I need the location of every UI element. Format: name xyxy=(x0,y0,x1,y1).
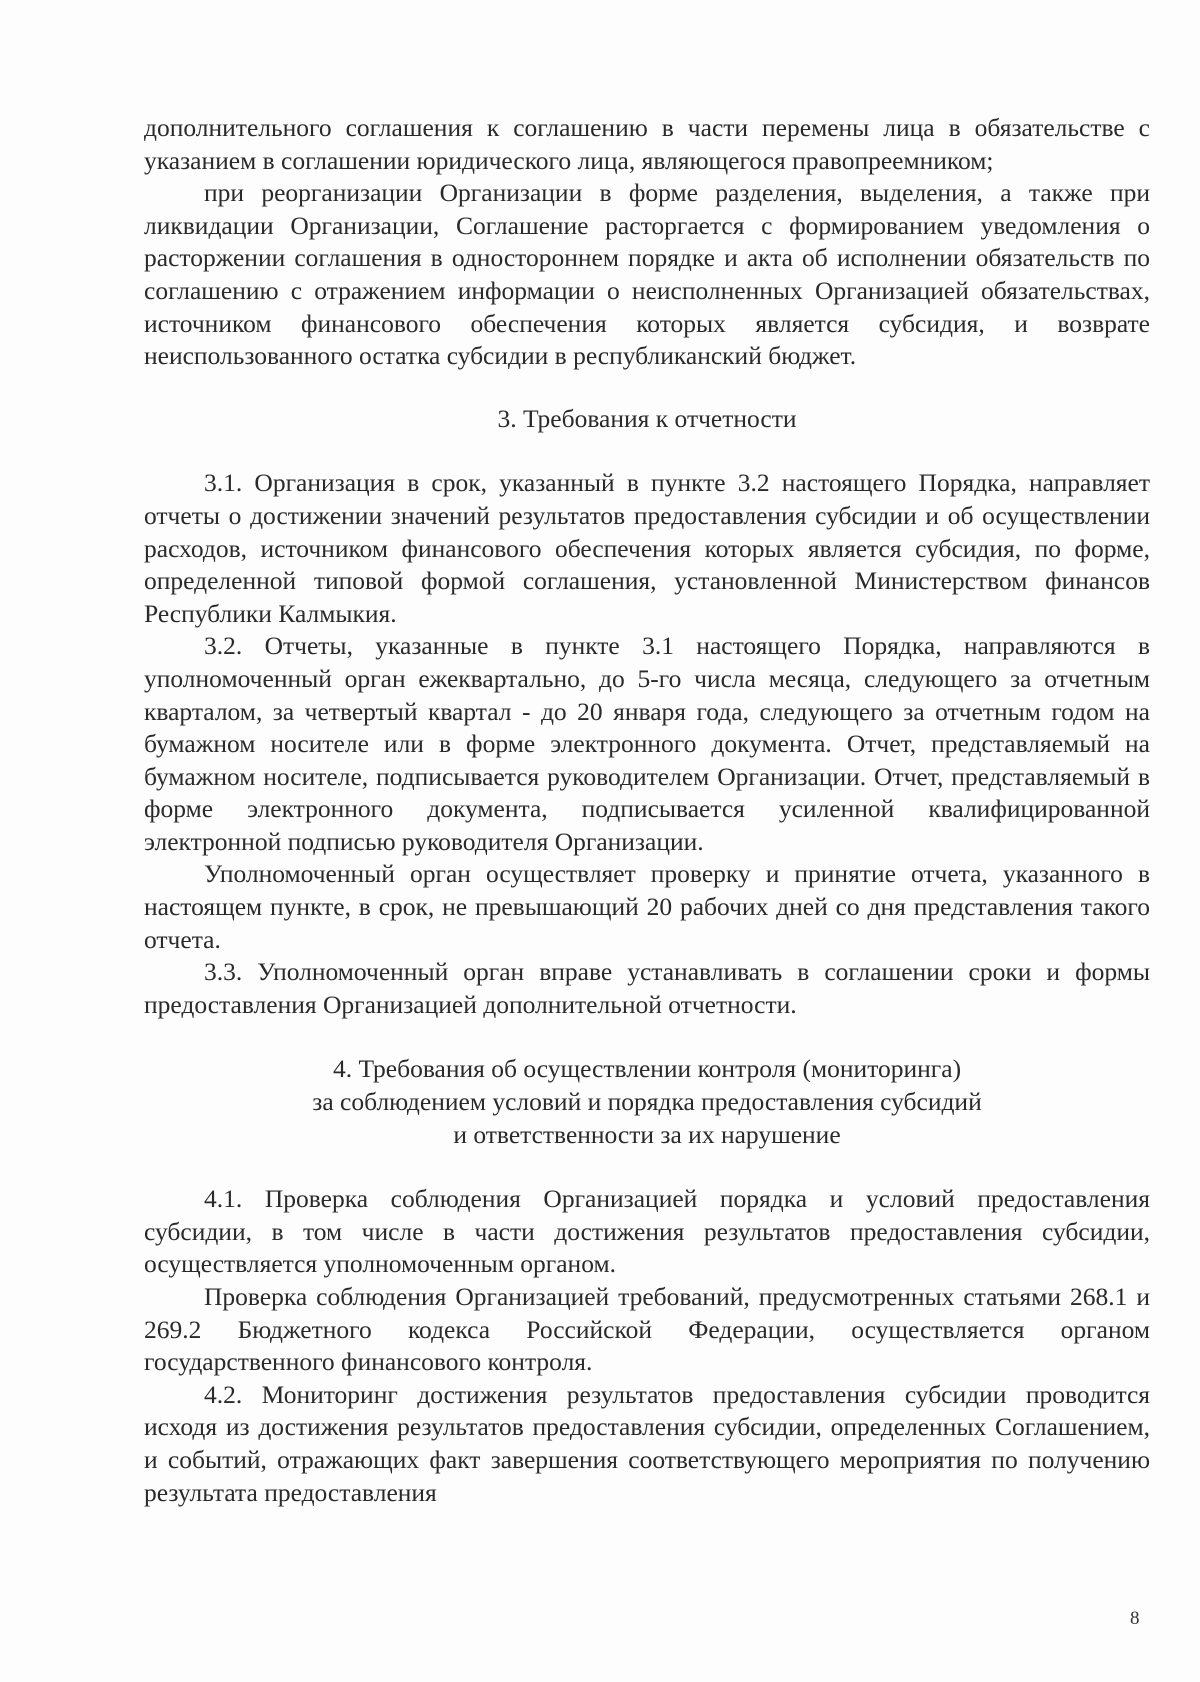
document-body xyxy=(144,112,1150,1509)
section-4-heading-line-2: за соблюдением условий и порядка предоставления субсидий xyxy=(312,1087,982,1117)
paragraph-agreement-continuation: дополнительного соглашения к соглашению в части перемены лица в обязательстве с указанием в соглашении юридического лица, являющегося правопреемником; xyxy=(144,113,1150,175)
section-4-heading-line-3: и ответственности за их нарушение xyxy=(453,1119,841,1149)
page-number: 8 xyxy=(1130,1608,1140,1629)
paragraph-3-3: 3.3. Уполномоченный орган вправе устанавливать в соглашении сроки и формы предоставления Организацией дополнительной отчетности. xyxy=(144,957,1150,1019)
section-4-heading xyxy=(144,1053,1150,1151)
paragraph-3-2: 3.2. Отчеты, указанные в пункте 3.1 настоящего Порядка, направляются в уполномоченный орган ежеквартально, до 5-го числа месяца, следующего за отчетным кварталом, за четвертый квартал - до 20 января года, следующего за отчетным годом на бумажном носителе или в форме электронного документа. Отчет, представляемый на бумажном носителе, подписывается руководителем Организации. Отчет, представляемый в форме электронного документа, подписывается усиленной квалифицированной электронной подписью руководителя Организации. xyxy=(144,631,1150,856)
paragraph-4-1: 4.1. Проверка соблюдения Организацией порядка и условий предоставления субсидии, в том числе в части достижения результатов предоставления субсидии, осуществляется уполномоченным органом. xyxy=(144,1184,1150,1279)
paragraph-4-1-control: Проверка соблюдения Организацией требований, предусмотренных статьями 268.1 и 269.2 Бюджетного кодекса Российской Федерации, осуществляется органом государственного финансового контроля. xyxy=(144,1282,1150,1377)
paragraph-3-2-check: Уполномоченный орган осуществляет проверку и принятие отчета, указанного в настоящем пункте, в срок, не превышающий 20 рабочих дней со дня представления такого отчета. xyxy=(144,859,1150,954)
paragraph-4-2: 4.2. Мониторинг достижения результатов предоставления субсидии проводится исходя из достижения результатов предоставления субсидии, определенных Соглашением, и событий, отражающих факт завершения соответствующего мероприятия по получению результата предоставления xyxy=(144,1379,1150,1507)
section-3-heading: 3. Требования к отчетности xyxy=(497,403,797,433)
paragraph-3-1: 3.1. Организация в срок, указанный в пункте 3.2 настоящего Порядка, направляет отчеты о достижении значений результатов предоставления субсидии и об осуществлении расходов, источником финансового обеспечения которых является субсидия, по форме, определенной типовой формой соглашения, установленной Министерством финансов Республики Калмыкия. xyxy=(144,468,1150,628)
section-4-heading-line-1: 4. Требования об осуществлении контроля (мониторинга) xyxy=(332,1054,962,1084)
paragraph-reorganization: при реорганизации Организации в форме разделения, выделения, а также при ликвидации Организации, Соглашение расторгается с формированием уведомления о расторжении соглашения в одностороннем порядке и акта об исполнении обязательств по соглашению с отражением информации о неисполненных Организацией обязательствах, источником финансового обеспечения которых является субсидия, и возврате неиспользованного остатка субсидии в республиканский бюджет. xyxy=(144,178,1150,371)
